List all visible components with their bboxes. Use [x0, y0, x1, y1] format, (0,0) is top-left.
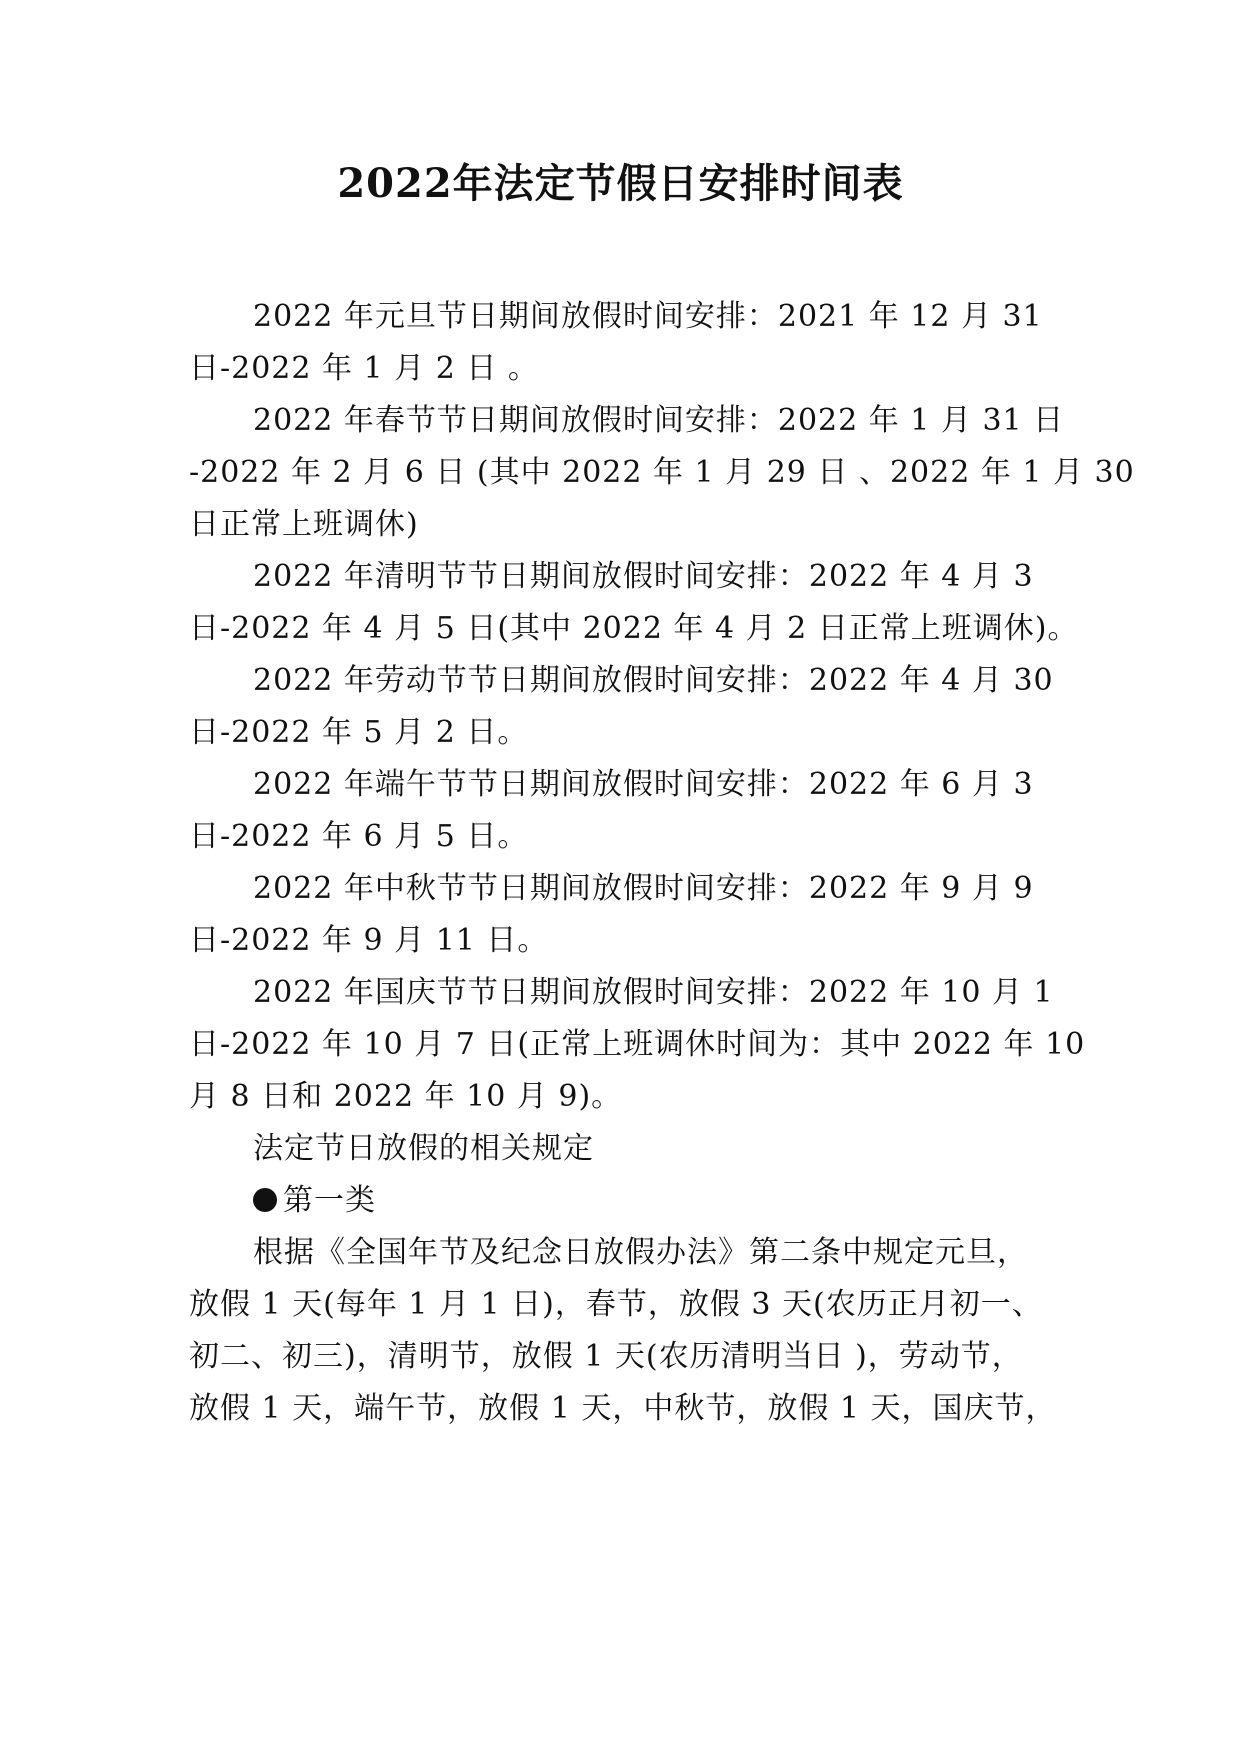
bullet-label: 第一类	[283, 1183, 376, 1218]
paragraph-line: 日-2022 年 9 月 11 日。	[189, 923, 549, 958]
paragraph-line: -2022 年 2 月 6 日 (其中 2022 年 1 月 29 日 、2022 年 1 月 30	[189, 455, 1135, 490]
paragraph-line: 日-2022 年 10 月 7 日(正常上班调休时间为：其中 2022 年 10	[189, 1027, 1086, 1062]
paragraph-line: 日-2022 年 6 月 5 日。	[189, 819, 529, 854]
paragraph-line: 2022 年中秋节节日期间放假时间安排：2022 年 9 月 9	[253, 871, 1034, 906]
paragraph-line: 2022 年端午节节日期间放假时间安排：2022 年 6 月 3	[253, 767, 1034, 802]
paragraph-line: 2022 年元旦节日期间放假时间安排：2021 年 12 月 31	[253, 299, 1043, 334]
paragraph-line: 放假 1 天，端午节，放假 1 天，中秋节，放假 1 天，国庆节，	[189, 1391, 1057, 1426]
section-heading: 法定节日放假的相关规定	[253, 1131, 594, 1166]
document-title: 2022年法定节假日安排时间表	[337, 160, 904, 207]
paragraph-line: 日正常上班调休)	[189, 507, 419, 542]
paragraph-line: 日-2022 年 5 月 2 日。	[189, 715, 529, 750]
paragraph-line: 2022 年国庆节节日期间放假时间安排：2022 年 10 月 1	[253, 975, 1054, 1010]
paragraph-line: 根据《全国年节及纪念日放假办法》第二条中规定元旦，	[253, 1235, 1028, 1270]
paragraph-line: 2022 年春节节日期间放假时间安排：2022 年 1 月 31 日	[253, 403, 1065, 438]
paragraph-line: 日-2022 年 4 月 5 日(其中 2022 年 4 月 2 日正常上班调休)。	[189, 611, 1079, 646]
paragraph-line: 日-2022 年 1 月 2 日 。	[189, 351, 539, 386]
bullet-item	[253, 1172, 376, 1230]
bullet-dot-icon	[253, 1188, 277, 1212]
paragraph-line: 2022 年清明节节日期间放假时间安排：2022 年 4 月 3	[253, 559, 1034, 594]
paragraph-line: 月 8 日和 2022 年 10 月 9)。	[189, 1079, 623, 1114]
paragraph-line: 2022 年劳动节节日期间放假时间安排：2022 年 4 月 30	[253, 663, 1054, 698]
paragraph-line: 初二、初三)，清明节，放假 1 天(农历清明当日 )，劳动节，	[189, 1339, 1023, 1374]
paragraph-line: 放假 1 天(每年 1 月 1 日)，春节，放假 3 天(农历正月初一、	[189, 1287, 1043, 1322]
